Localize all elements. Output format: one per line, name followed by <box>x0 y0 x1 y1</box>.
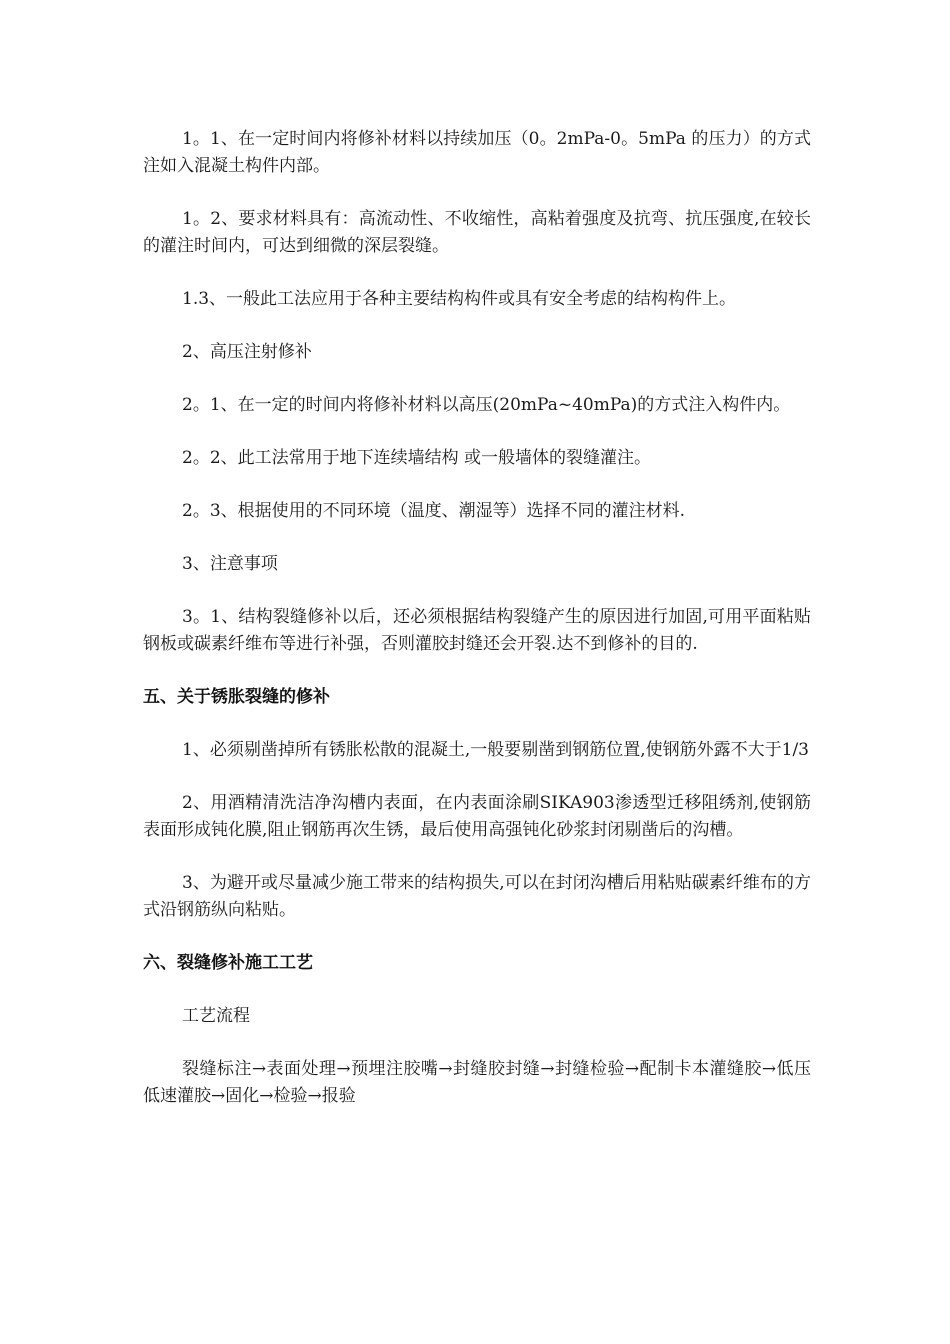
paragraph-1-1: 1。1、在一定时间内将修补材料以持续加压（0。2mPa-0。5mPa 的压力）的方式注如入混凝土构件内部。 <box>143 129 811 176</box>
paragraph-process-steps: 裂缝标注→表面处理→预埋注胶嘴→封缝胶封缝→封缝检验→配制卡本灌缝胶→低压低速灌胶→固化→检验→报验 <box>143 1059 811 1106</box>
document-body <box>143 126 811 1136</box>
paragraph-rust-1: 1、必须剔凿掉所有锈胀松散的混凝土,一般要剔凿到钢筋位置,使钢筋外露不大于1/3 <box>182 740 809 760</box>
section-heading-6: 六、裂缝修补施工工艺 <box>143 953 313 973</box>
paragraph-2-3: 2。3、根据使用的不同环境（温度、潮湿等）选择不同的灌注材料. <box>182 501 686 521</box>
subheading-high-pressure-injection: 2、高压注射修补 <box>182 342 312 362</box>
section-heading-5: 五、关于锈胀裂缝的修补 <box>143 687 330 707</box>
paragraph-2-2: 2。2、此工法常用于地下连续墙结构 或一般墙体的裂缝灌注。 <box>182 448 652 468</box>
paragraph-1-3: 1.3、一般此工法应用于各种主要结构构件或具有安全考虑的结构构件上。 <box>182 289 737 309</box>
subheading-process-flow: 工艺流程 <box>182 1006 250 1026</box>
subheading-precautions: 3、注意事项 <box>182 554 278 574</box>
paragraph-2-1: 2。1、在一定的时间内将修补材料以高压(20mPa~40mPa)的方式注入构件内。 <box>182 395 791 415</box>
paragraph-1-2: 1。2、要求材料具有：高流动性、不收缩性，高粘着强度及抗弯、抗压强度,在较长的灌注时间内，可达到细微的深层裂缝。 <box>143 209 811 256</box>
paragraph-rust-3: 3、为避开或尽量减少施工带来的结构损失,可以在封闭沟槽后用粘贴碳素纤维布的方式沿钢筋纵向粘贴。 <box>143 873 811 920</box>
paragraph-rust-2: 2、用酒精清洗洁净沟槽内表面，在内表面涂刷SIKA903渗透型迁移阻绣剂,使钢筋表面形成钝化膜,阻止钢筋再次生锈，最后使用高强钝化砂浆封闭剔凿后的沟槽。 <box>143 793 811 840</box>
paragraph-3-1: 3。1、结构裂缝修补以后，还必须根据结构裂缝产生的原因进行加固,可用平面粘贴钢板或碳素纤维布等进行补强，否则灌胶封缝还会开裂.达不到修补的目的. <box>143 607 811 654</box>
